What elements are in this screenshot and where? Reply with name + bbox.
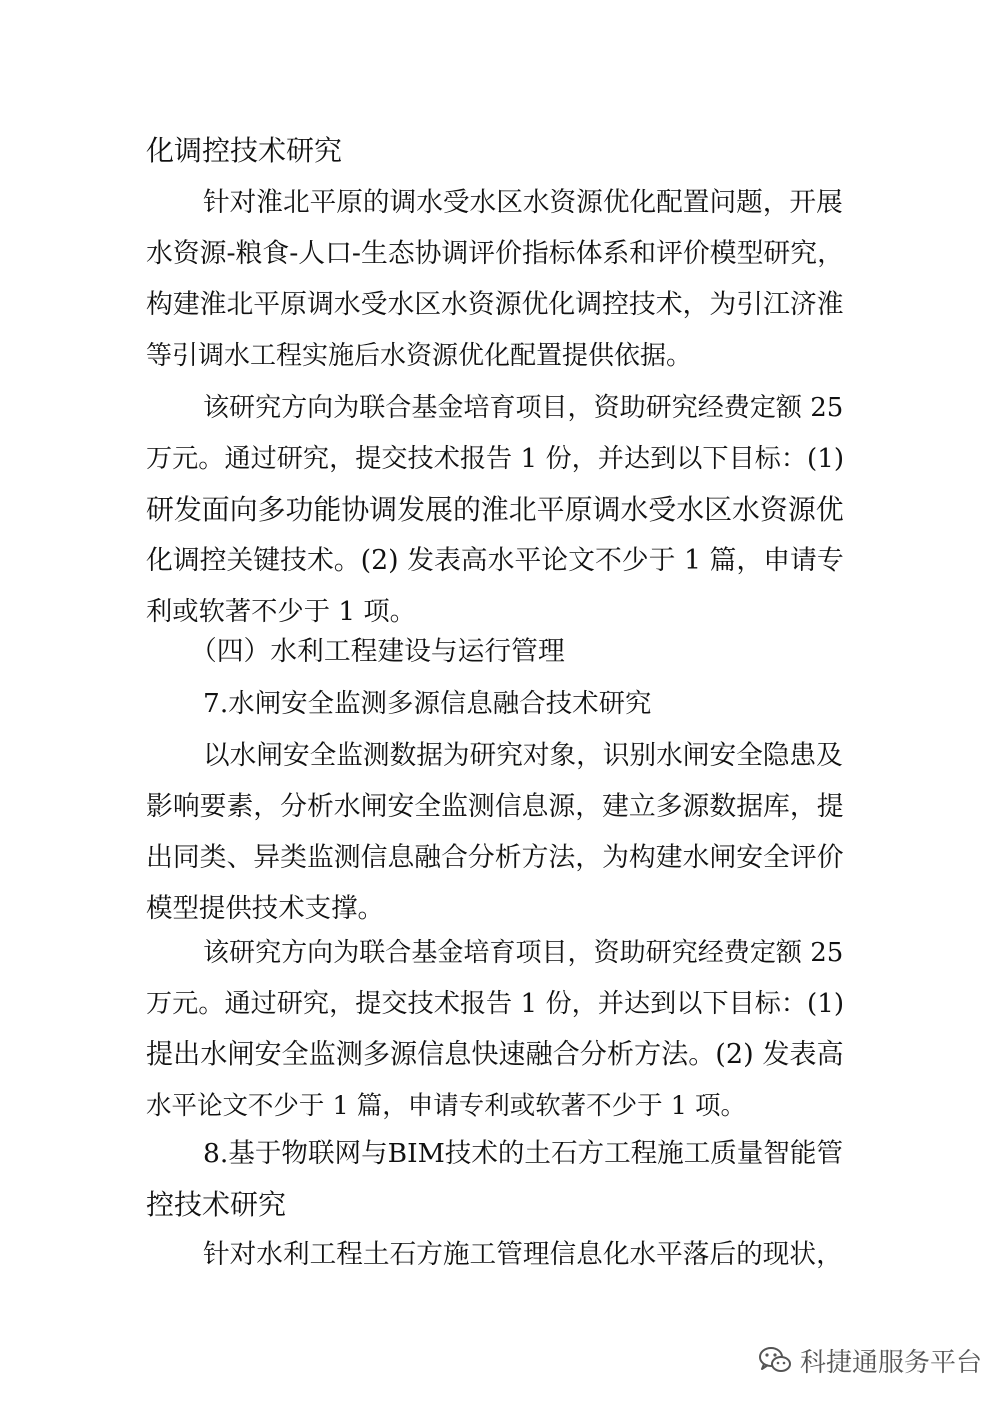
watermark — [758, 1342, 982, 1378]
text-line: 该研究方向为联合基金培育项目，资助研究经费定额 25 — [203, 938, 844, 968]
text-line: 该研究方向为联合基金培育项目，资助研究经费定额 25 — [203, 393, 844, 423]
text-line: 针对淮北平原的调水受水区水资源优化配置问题，开展 — [203, 187, 843, 218]
text-line: 利或软著不少于 1 项。 — [146, 597, 416, 627]
text-line: 水平论文不少于 1 篇，申请专利或软著不少于 1 项。 — [146, 1091, 747, 1121]
text-line: 化调控技术研究 — [146, 134, 343, 167]
text-line: 以水闸安全监测数据为研究对象，识别水闸安全隐患及 — [203, 740, 843, 771]
text-line: 万元。通过研究，提交技术报告 1 份，并达到以下目标：(1) — [146, 989, 845, 1019]
subsection-heading: 7.水闸安全监测多源信息融合技术研究 — [203, 688, 652, 719]
watermark-text: 科捷通服务平台 — [800, 1347, 983, 1378]
text-line: 构建淮北平原调水受水区水资源优化调控技术，为引江济淮 — [146, 289, 844, 320]
section-heading: （四）水利工程建设与运行管理 — [190, 636, 565, 667]
subsection-heading: 8.基于物联网与BIM技术的土石方工程施工质量智能管 — [203, 1138, 843, 1169]
text-line: 水资源-粮食-人口-生态协调评价指标体系和评价模型研究， — [146, 238, 844, 269]
text-line: 研发面向多功能协调发展的淮北平原调水受水区水资源优 — [146, 493, 844, 526]
text-line: 出同类、异类监测信息融合分析方法，为构建水闸安全评价 — [146, 842, 844, 873]
wechat-icon — [758, 1345, 792, 1375]
text-line: 等引调水工程实施后水资源优化配置提供依据。 — [146, 341, 693, 371]
text-line: 模型提供技术支撑。 — [146, 893, 384, 924]
text-line: 化调控关键技术。(2) 发表高水平论文不少于 1 篇，申请专 — [146, 545, 844, 576]
text-line: 影响要素，分析水闸安全监测信息源，建立多源数据库，提 — [146, 791, 844, 822]
subsection-heading: 控技术研究 — [146, 1188, 287, 1221]
text-line: 提出水闸安全监测多源信息快速融合分析方法。(2) 发表高 — [146, 1039, 844, 1070]
text-line: 万元。通过研究，提交技术报告 1 份，并达到以下目标：(1) — [146, 444, 845, 474]
text-line: 针对水利工程土石方施工管理信息化水平落后的现状， — [203, 1239, 843, 1270]
